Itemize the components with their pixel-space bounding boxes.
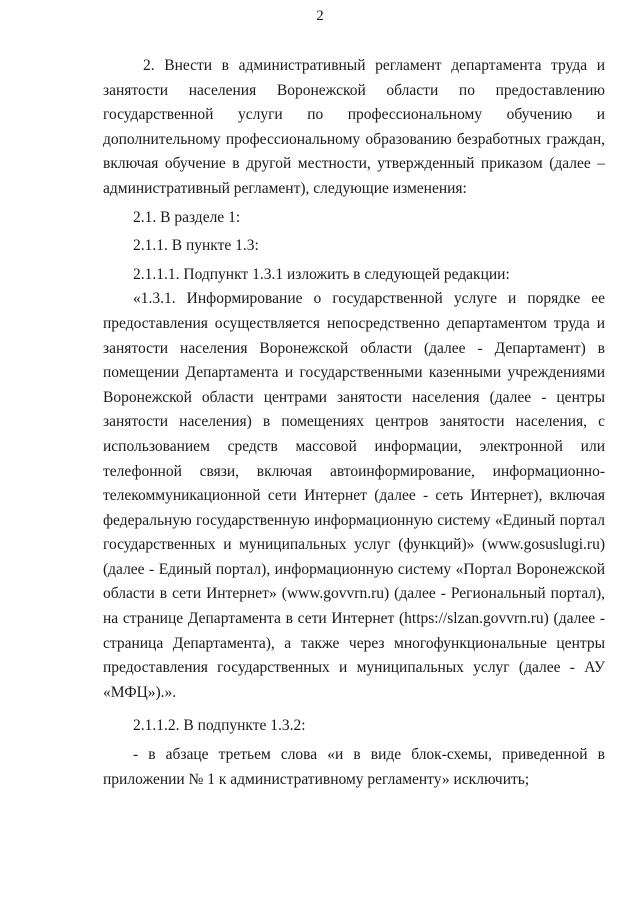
paragraph-item-2: 2. Внести в административный регламент департамента труда и занятости населения Воронежской области по предоставлению государственной услуги по профессиональному обучению и дополнительному профессиональному образованию безработных граждан, включая обучение в другой местности, утвержденный приказом (далее – административный регламент), следующие изменения: — [103, 57, 605, 197]
paragraph-amendment-dash: - в абзаце третьем слова «и в виде блок-схемы, приведенной в приложении № 1 к административному регламенту» исключить; — [103, 746, 605, 788]
paragraph-item-2-1-1-1: 2.1.1.1. Подпункт 1.3.1 изложить в следующей редакции: — [133, 265, 510, 283]
paragraph-item-2-1-1-2: 2.1.1.2. В подпункте 1.3.2: — [133, 717, 306, 735]
page-number: 2 — [316, 8, 324, 24]
paragraph-new-wording-1-3-1: «1.3.1. Информирование о государственной услуге и порядке ее предоставления осуществляется непосредственно департаментом труда и занятости населения Воронежской области (далее - Департамент) в помещении Департамента и государственными казенными учреждениями Воронежской области центрами занятости населения (далее - центры занятости населения) в помещениях центров занятости населения, с использованием средств массовой информации, электронной или телефонной связи, включая автоинформирование, информационно-телекоммуникационной сети Интернет (далее - сеть Интернет), включая федеральную государственную информационную систему «Единый портал государственных и муниципальных услуг (функций)» (www.gosuslugi.ru) (далее - Единый портал), информационную систему «Портал Воронежской области в сети Интернет» (www.govvrn.ru) (далее - Региональный портал), на странице Департамента в сети Интернет (https://slzan.govvrn.ru) (далее - страница Департамента), а также через многофункциональные центры предоставления государственных и муниципальных услуг (далее - АУ «МФЦ»).». — [103, 290, 605, 701]
paragraph-item-2-1-1: 2.1.1. В пункте 1.3: — [133, 237, 259, 255]
paragraph-item-2-1: 2.1. В разделе 1: — [133, 208, 241, 226]
document-body — [103, 54, 605, 792]
